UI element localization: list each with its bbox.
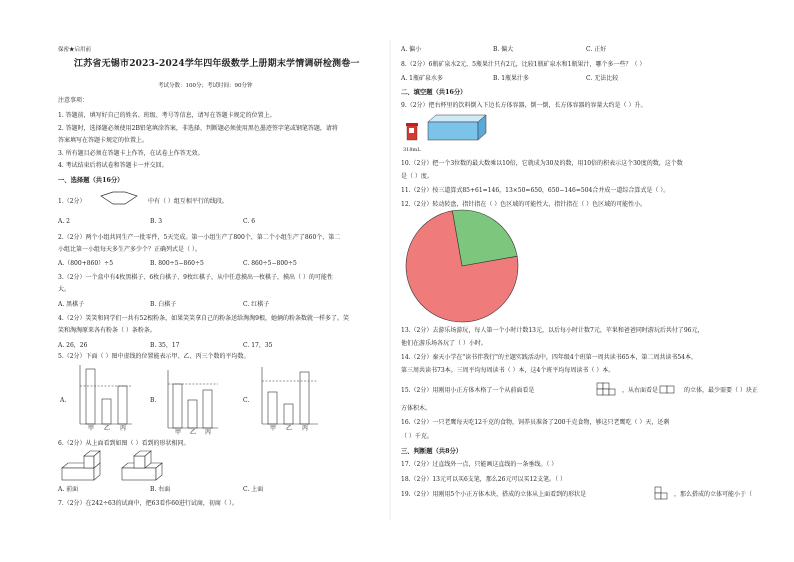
q4-option-a: A. 26，26 bbox=[58, 342, 88, 349]
q1-option-b: B. 3 bbox=[150, 218, 163, 225]
q6-option-c: C. 上面 bbox=[243, 486, 264, 493]
hexagon-figure bbox=[101, 192, 137, 204]
bar-chart-a bbox=[80, 365, 132, 424]
q2-option-c: C. 860÷5−800÷5 bbox=[243, 260, 297, 267]
q14-text-2: 第三周共读书73本。三周平均每周读书（ ）本，这4个班平均每周读书（ ）本。 bbox=[401, 367, 615, 374]
q18-text: 18.（2分）13元可以买6支笔，那么26元可以买12支笔。（ ） bbox=[401, 476, 566, 483]
bar-label-yi: 乙 bbox=[104, 425, 111, 432]
notice-2b: 答案填写在答题卡规定的位置上。 bbox=[58, 137, 149, 144]
cup-label: 318mL bbox=[403, 147, 421, 153]
q6-option-a: A. 前面 bbox=[58, 486, 79, 493]
q19-text: 19.（2分）用刚用5个小正方体木块，搭成的立体从上面看到的形状是 bbox=[401, 491, 587, 498]
container-tank-icon bbox=[428, 115, 486, 140]
q15-text-d: 方体积木。 bbox=[401, 405, 432, 412]
q8-text: 8.（2分）6瓶矿泉水2元，5瓶果汁只有2元，比较1瓶矿泉水和1瓶果汁，哪个多一些？（ ） bbox=[401, 61, 646, 68]
notice-heading: 注意事项： bbox=[58, 97, 89, 104]
q1-option-c: C. 6 bbox=[243, 218, 256, 225]
q16-text: 16.（2分）一只老鹰每天吃12千克的食物，饲养员准备了200千克食物，够这只老鹰吃（ ）天，还剩 bbox=[401, 419, 670, 426]
section-fill: 二、填空题（共16分） bbox=[401, 89, 467, 96]
q14-text: 14.（2分）秦天小学在"读书伴我行"的主题实践活动中，四年级4个班第一周共读书65本，第二周共读书54本， bbox=[401, 354, 697, 361]
q12-text: 12.（2分）转动转盘，指针指在（ ）色区域的可能性大，指针指在（ ）色区域的可能性小。 bbox=[401, 201, 647, 208]
bar-label-bing: 丙 bbox=[120, 425, 127, 432]
q10-text: 10.（2分）把一个3位数的最大数乘以10倍，它就成为30及的数，用10倍的积表示这个30度的数，这个数 bbox=[401, 160, 683, 167]
q5-option-c: C. bbox=[243, 397, 250, 404]
q15-text: 15.（2分）用刚用小正方体木格了一个从前面看是 bbox=[401, 387, 535, 394]
q5-text: 5.（2分）下面（ ）图中虚线的位置能表示甲、乙、丙三个数的平均数。 bbox=[58, 353, 250, 360]
bar-label-bing-c: 丙 bbox=[302, 425, 309, 432]
q2-option-a: A.（800+860）÷5 bbox=[58, 260, 114, 267]
bar-label-bing-b: 丙 bbox=[205, 429, 212, 436]
bar-label-jia-b: 甲 bbox=[175, 429, 182, 436]
q4-text-2: 笑和淘淘原来各有粉条（ ）条粉条。 bbox=[58, 327, 156, 334]
q8-option-a: A. 1瓶矿泉水多 bbox=[401, 75, 443, 82]
spinner-pie-chart bbox=[406, 210, 518, 322]
q1-text: 中有（ ）组互相平行的线段。 bbox=[148, 198, 228, 205]
pie-slice-blue bbox=[452, 210, 517, 266]
q2-option-b: B. 800÷5−860÷5 bbox=[150, 260, 204, 267]
q15-text-c: 的立体，最少需要（ ）块正 bbox=[684, 387, 758, 394]
secret-label: 保密★启用前 bbox=[58, 47, 92, 53]
q3-text-2: 大。 bbox=[58, 286, 71, 293]
section-judge: 三、判断题（共8分） bbox=[401, 448, 463, 455]
q4-text: 4.（2分）笑笑和同学们一共有52根粉条，如果笑笑拿自己的粉条送给淘淘9根，她俩的粉条数就一样多了。笑 bbox=[58, 315, 349, 322]
front-view-grid bbox=[597, 383, 615, 395]
q1-number: 1.（2分） bbox=[58, 198, 86, 205]
q3-option-a: A. 黑棋子 bbox=[58, 301, 85, 308]
q2-text-2: 小组比第一小组每天多生产多少个？正确列式是（ ）。 bbox=[58, 246, 201, 253]
q5-option-b: B. bbox=[150, 397, 157, 404]
q6-option-b: B. 右面 bbox=[150, 486, 171, 493]
q6-text: 6.（2分）从上面看到如图（ ）看到的形状相同。 bbox=[58, 440, 190, 447]
section-choice: 一、选择题（共16分） bbox=[58, 177, 124, 184]
notice-2: 2. 答题时，选择题必须使用2B铅笔填涂答案，非选择、判断题必须使用黑色墨迹签字笔或钢笔答题，请将 bbox=[58, 125, 338, 132]
q1-option-a: A. 2 bbox=[58, 218, 70, 225]
notice-3: 3. 所有题目必须在答题卡上作答，在试卷上作答无效。 bbox=[58, 150, 204, 157]
q7-option-c: C. 正好 bbox=[586, 46, 607, 53]
q10-text-2: 是（ ）度。 bbox=[401, 173, 433, 180]
q7-option-b: B. 偏大 bbox=[493, 46, 514, 53]
q5-option-a: A. bbox=[60, 397, 67, 404]
q15-text-b: ，从右面看是 bbox=[622, 387, 659, 394]
q3-option-b: B. 白棋子 bbox=[150, 301, 177, 308]
q4-option-b: B. 35，17 bbox=[150, 342, 180, 349]
q4-option-c: C. 17，35 bbox=[243, 342, 273, 349]
bar-chart-c bbox=[262, 367, 318, 424]
notice-4: 4. 考试结束后将试卷和答题卡一并交回。 bbox=[58, 162, 168, 169]
q7-option-a: A. 偏小 bbox=[401, 46, 422, 53]
bar-label-jia: 甲 bbox=[88, 425, 95, 432]
juice-cup-icon bbox=[406, 123, 418, 140]
cube-solid-1 bbox=[62, 451, 100, 480]
q8-option-c: C. 无法比较 bbox=[586, 75, 619, 82]
right-view-grid bbox=[660, 386, 674, 393]
q8-option-b: B. 1瓶果汁多 bbox=[493, 75, 530, 82]
q13-text: 13.（2分）去游乐场游玩，每人第一个小时计数13元，以后每小时计数7元，苹果和爸爸同时游玩后共付了96元， bbox=[401, 327, 704, 334]
bar-chart-b bbox=[168, 370, 218, 428]
q3-option-c: C. 红棋子 bbox=[243, 301, 270, 308]
bar-label-yi-c: 乙 bbox=[286, 425, 293, 432]
q16-text-2: （ ）千克。 bbox=[401, 433, 433, 440]
notice-1: 1. 答题前，填写好自己的姓名、班级、考号等信息，请写在答题卡规定的位置上。 bbox=[58, 112, 276, 119]
q2-text: 2.（2分）两个小组共同生产一批零件，5天完成。第一小组生产了800个，第二个小组生产了860个，第二 bbox=[58, 234, 341, 241]
cube-solid-2 bbox=[122, 451, 162, 480]
exam-info: 考试分数：100分；考试时间：90分钟 bbox=[158, 83, 253, 89]
bar-label-yi-b: 乙 bbox=[190, 429, 197, 436]
q9-text: 9.（2分）把右杯里的饮料倒入下边长方体容器，倒一倒，长方体容器的容量大约是（ ）升。 bbox=[401, 102, 647, 109]
q3-text: 3.（2分）一个盒中有4枚黑棋子、6枚白棋子、9枚红棋子，从中任意摸出一枚棋子，摸出（ ）的可能性 bbox=[58, 274, 333, 281]
q13-text-2: 他们在游乐场各玩了（ ）小时。 bbox=[401, 340, 487, 347]
q11-text: 11.（2分）按三道算式85+61=146，13×50=650，650−146=504合并成一道综合算式是（ ）。 bbox=[401, 187, 670, 194]
q7-text: 7.（2分）在242÷63的试商中，把63看作60进行试商，初商（ ）。 bbox=[58, 500, 238, 507]
page-title: 江苏省无锡市2023-2024学年四年级数学上册期末学情调研检测卷一 bbox=[74, 59, 360, 69]
top-view-grid bbox=[655, 487, 667, 499]
q19-text-b: ，那么搭成的立体可能小于（ bbox=[674, 491, 753, 498]
q17-text: 17.（2分）过直线外一点，只能画这直线的一条垂线。（ ） bbox=[401, 461, 558, 468]
bar-label-jia-c: 甲 bbox=[270, 425, 277, 432]
